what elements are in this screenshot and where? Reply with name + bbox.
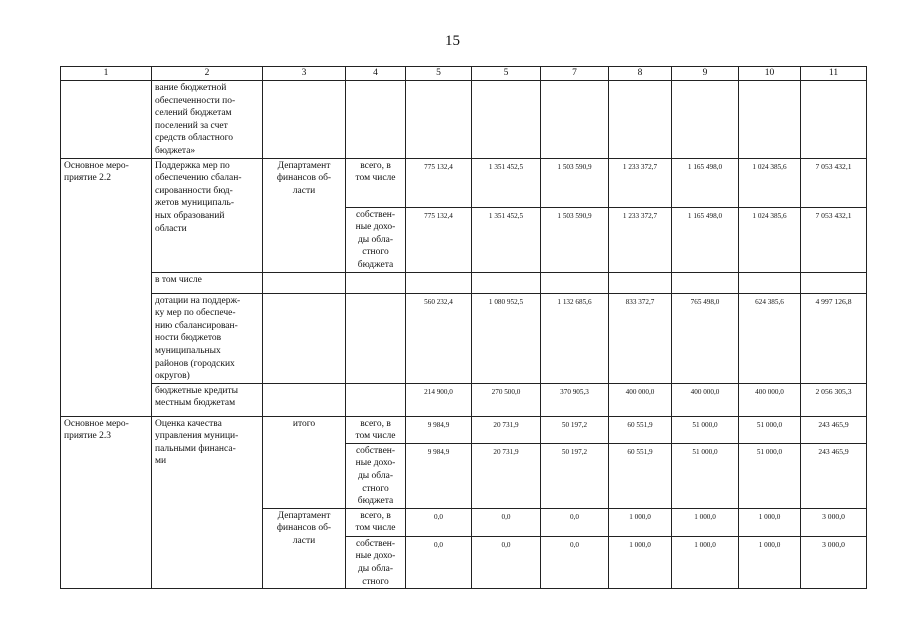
value-cell: 1 000,0 — [672, 536, 739, 588]
col-header: 8 — [609, 67, 672, 81]
value-cell: 0,0 — [541, 536, 609, 588]
col-header: 5 — [472, 67, 541, 81]
measure-description: вание бюджетной обеспеченности по- селений бюджетам поселений за счет средств областного бюджета» — [152, 81, 263, 159]
executor-cell: Департамент финансов об- ласти — [263, 508, 346, 588]
funding-source: собствен- ные дохо- ды обла- стного бюджета — [346, 443, 406, 508]
col-header: 11 — [801, 67, 867, 81]
empty-cell — [801, 272, 867, 293]
empty-cell — [739, 272, 801, 293]
activity-name: Основное меро- приятие 2.2 — [61, 158, 152, 416]
table-row — [61, 416, 867, 443]
empty-cell — [672, 272, 739, 293]
total-cell: 243 465,9 — [801, 416, 867, 443]
measure-description: Оценка качества управления муници- пальными финанса- ми — [152, 416, 263, 589]
value-cell: 1 024 385,6 — [739, 207, 801, 272]
empty-cell — [739, 81, 801, 159]
value-cell: 833 372,7 — [609, 293, 672, 383]
budget-table — [60, 66, 867, 589]
empty-cell — [263, 383, 346, 416]
value-cell: 1 165 498,0 — [672, 158, 739, 207]
value-cell: 1 351 452,5 — [472, 158, 541, 207]
value-cell: 20 731,9 — [472, 416, 541, 443]
empty-cell — [346, 293, 406, 383]
value-cell: 400 000,0 — [672, 383, 739, 416]
funding-source: собствен- ные дохо- ды обла- стного — [346, 536, 406, 588]
empty-cell — [346, 272, 406, 293]
table-row — [61, 81, 867, 159]
value-cell: 624 385,6 — [739, 293, 801, 383]
value-cell: 1 351 452,5 — [472, 207, 541, 272]
executor-cell: Департамент финансов об- ласти — [263, 158, 346, 272]
value-cell: 51 000,0 — [672, 416, 739, 443]
value-cell: 60 551,9 — [609, 416, 672, 443]
total-cell: 3 000,0 — [801, 508, 867, 536]
empty-cell — [801, 81, 867, 159]
value-cell: 0,0 — [541, 508, 609, 536]
value-cell: 0,0 — [472, 508, 541, 536]
funding-source: всего, в том числе — [346, 158, 406, 207]
value-cell: 1 000,0 — [609, 508, 672, 536]
total-cell: 3 000,0 — [801, 536, 867, 588]
table-row — [61, 158, 867, 207]
total-cell: 7 053 432,1 — [801, 158, 867, 207]
value-cell: 0,0 — [406, 508, 472, 536]
empty-cell — [472, 81, 541, 159]
empty-cell — [472, 272, 541, 293]
table-row — [61, 293, 867, 383]
value-cell: 1 233 372,7 — [609, 207, 672, 272]
empty-cell — [609, 81, 672, 159]
value-cell: 270 500,0 — [472, 383, 541, 416]
total-cell: 2 056 305,3 — [801, 383, 867, 416]
value-cell: 1 233 372,7 — [609, 158, 672, 207]
col-header: 1 — [61, 67, 152, 81]
col-header: 2 — [152, 67, 263, 81]
value-cell: 9 984,9 — [406, 443, 472, 508]
value-cell: 214 900,0 — [406, 383, 472, 416]
subitem-label: в том числе — [152, 272, 263, 293]
value-cell: 400 000,0 — [609, 383, 672, 416]
funding-source: всего, в том числе — [346, 416, 406, 443]
value-cell: 1 000,0 — [739, 536, 801, 588]
value-cell: 400 000,0 — [739, 383, 801, 416]
executor-cell: итого — [263, 416, 346, 508]
empty-cell — [346, 81, 406, 159]
empty-cell — [263, 293, 346, 383]
value-cell: 1 503 590,9 — [541, 158, 609, 207]
value-cell: 765 498,0 — [672, 293, 739, 383]
col-header: 3 — [263, 67, 346, 81]
funding-source: собствен- ные дохо- ды обла- стного бюджета — [346, 207, 406, 272]
col-header: 10 — [739, 67, 801, 81]
total-cell: 7 053 432,1 — [801, 207, 867, 272]
empty-cell — [346, 383, 406, 416]
value-cell: 50 197,2 — [541, 416, 609, 443]
value-cell: 50 197,2 — [541, 443, 609, 508]
empty-cell — [263, 272, 346, 293]
subitem-label: бюджетные кредиты местным бюджетам — [152, 383, 263, 416]
value-cell: 1 132 685,6 — [541, 293, 609, 383]
value-cell: 1 503 590,9 — [541, 207, 609, 272]
col-header: 7 — [541, 67, 609, 81]
value-cell: 1 000,0 — [609, 536, 672, 588]
value-cell: 1 024 385,6 — [739, 158, 801, 207]
funding-source: всего, в том числе — [346, 508, 406, 536]
value-cell: 775 132,4 — [406, 207, 472, 272]
col-header: 9 — [672, 67, 739, 81]
value-cell: 51 000,0 — [739, 443, 801, 508]
value-cell: 1 165 498,0 — [672, 207, 739, 272]
value-cell: 1 000,0 — [739, 508, 801, 536]
total-cell: 243 465,9 — [801, 443, 867, 508]
empty-cell — [541, 272, 609, 293]
empty-cell — [61, 81, 152, 159]
value-cell: 775 132,4 — [406, 158, 472, 207]
total-cell: 4 997 126,8 — [801, 293, 867, 383]
subitem-label: дотации на поддерж- ку мер по обеспече- нию сбалансирован- ности бюджетов муниципальных районов (городских округов) — [152, 293, 263, 383]
value-cell: 9 984,9 — [406, 416, 472, 443]
table-row — [61, 272, 867, 293]
value-cell: 1 000,0 — [672, 508, 739, 536]
value-cell: 370 905,3 — [541, 383, 609, 416]
measure-description: Поддержка мер по обеспечению сбалан- сированности бюд- жетов муниципаль- ных образований области — [152, 158, 263, 272]
empty-cell — [541, 81, 609, 159]
value-cell: 0,0 — [406, 536, 472, 588]
value-cell: 51 000,0 — [672, 443, 739, 508]
table-row — [61, 383, 867, 416]
col-header: 5 — [406, 67, 472, 81]
value-cell: 1 080 952,5 — [472, 293, 541, 383]
empty-cell — [406, 272, 472, 293]
value-cell: 60 551,9 — [609, 443, 672, 508]
activity-name: Основное меро- приятие 2.3 — [61, 416, 152, 589]
column-number-row — [61, 67, 867, 81]
empty-cell — [263, 81, 346, 159]
empty-cell — [406, 81, 472, 159]
page-number: 15 — [445, 33, 460, 49]
empty-cell — [609, 272, 672, 293]
value-cell: 51 000,0 — [739, 416, 801, 443]
value-cell: 560 232,4 — [406, 293, 472, 383]
col-header: 4 — [346, 67, 406, 81]
value-cell: 0,0 — [472, 536, 541, 588]
empty-cell — [672, 81, 739, 159]
value-cell: 20 731,9 — [472, 443, 541, 508]
